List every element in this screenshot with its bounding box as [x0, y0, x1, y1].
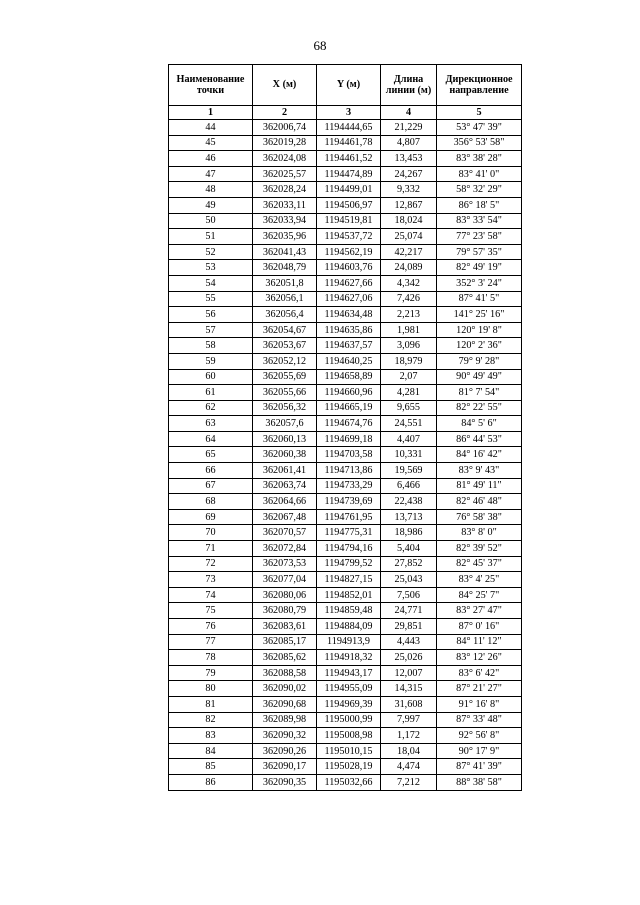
cell-direction: 86° 44' 53" [437, 431, 522, 447]
cell-line-length: 18,024 [381, 213, 437, 229]
cell-x: 362060,13 [253, 431, 317, 447]
cell-direction: 84° 25' 7" [437, 587, 522, 603]
cell-direction: 87° 21' 27" [437, 681, 522, 697]
cell-y: 1194634,48 [317, 307, 381, 323]
cell-direction: 87° 41' 39" [437, 759, 522, 775]
cell-y: 1195010,15 [317, 743, 381, 759]
cell-y: 1194884,09 [317, 619, 381, 635]
cell-y: 1194955,09 [317, 681, 381, 697]
cell-y: 1194699,18 [317, 431, 381, 447]
table-row [169, 572, 522, 588]
cell-x: 362064,66 [253, 494, 317, 510]
cell-x: 362090,26 [253, 743, 317, 759]
cell-line-length: 24,551 [381, 416, 437, 432]
cell-direction: 83° 41' 0" [437, 166, 522, 182]
cell-line-length: 10,331 [381, 447, 437, 463]
cell-direction: 87° 33' 48" [437, 712, 522, 728]
cell-y: 1195008,98 [317, 728, 381, 744]
cell-line-length: 9,655 [381, 400, 437, 416]
cell-point-name: 85 [169, 759, 253, 775]
cell-y: 1194627,66 [317, 275, 381, 291]
cell-line-length: 9,332 [381, 182, 437, 198]
cell-line-length: 21,229 [381, 120, 437, 136]
cell-x: 362090,68 [253, 696, 317, 712]
cell-direction: 79° 57' 35" [437, 244, 522, 260]
cell-y: 1194499,01 [317, 182, 381, 198]
cell-y: 1194461,52 [317, 151, 381, 167]
cell-y: 1194761,95 [317, 509, 381, 525]
cell-point-name: 54 [169, 275, 253, 291]
cell-direction: 141° 25' 16" [437, 307, 522, 323]
cell-y: 1195028,19 [317, 759, 381, 775]
cell-line-length: 31,608 [381, 696, 437, 712]
cell-point-name: 72 [169, 556, 253, 572]
cell-direction: 82° 39' 52" [437, 541, 522, 557]
cell-line-length: 24,089 [381, 260, 437, 276]
cell-point-name: 58 [169, 338, 253, 354]
page-number: 68 [313, 38, 327, 53]
cell-direction: 82° 45' 37" [437, 556, 522, 572]
cell-point-name: 50 [169, 213, 253, 229]
column-number: 1 [169, 106, 253, 120]
cell-x: 362055,69 [253, 369, 317, 385]
cell-line-length: 22,438 [381, 494, 437, 510]
cell-point-name: 55 [169, 291, 253, 307]
cell-y: 1195000,99 [317, 712, 381, 728]
cell-direction: 79° 9' 28" [437, 353, 522, 369]
cell-y: 1194665,19 [317, 400, 381, 416]
cell-direction: 76° 58' 38" [437, 509, 522, 525]
cell-point-name: 81 [169, 696, 253, 712]
cell-x: 362089,98 [253, 712, 317, 728]
cell-line-length: 24,267 [381, 166, 437, 182]
cell-x: 362028,24 [253, 182, 317, 198]
cell-point-name: 60 [169, 369, 253, 385]
cell-line-length: 12,007 [381, 665, 437, 681]
cell-point-name: 64 [169, 431, 253, 447]
cell-point-name: 78 [169, 650, 253, 666]
table-row [169, 541, 522, 557]
cell-x: 362085,17 [253, 634, 317, 650]
header-direction: Дирекционное направление [437, 65, 522, 106]
cell-direction: 82° 22' 55" [437, 400, 522, 416]
cell-x: 362085,62 [253, 650, 317, 666]
cell-x: 362006,74 [253, 120, 317, 136]
coordinates-table [168, 64, 522, 791]
cell-direction: 356° 53' 58" [437, 135, 522, 151]
cell-x: 362090,02 [253, 681, 317, 697]
cell-line-length: 2,213 [381, 307, 437, 323]
cell-y: 1194799,52 [317, 556, 381, 572]
cell-x: 362083,61 [253, 619, 317, 635]
table-row [169, 213, 522, 229]
table-row [169, 712, 522, 728]
table-row [169, 135, 522, 151]
cell-point-name: 65 [169, 447, 253, 463]
cell-y: 1194733,29 [317, 478, 381, 494]
cell-point-name: 83 [169, 728, 253, 744]
cell-y: 1194739,69 [317, 494, 381, 510]
cell-x: 362088,58 [253, 665, 317, 681]
cell-direction: 83° 8' 0" [437, 525, 522, 541]
table-row [169, 385, 522, 401]
cell-x: 362056,32 [253, 400, 317, 416]
table-row [169, 665, 522, 681]
cell-line-length: 4,342 [381, 275, 437, 291]
cell-x: 362073,53 [253, 556, 317, 572]
cell-x: 362061,41 [253, 463, 317, 479]
cell-direction: 92° 56' 8" [437, 728, 522, 744]
cell-point-name: 67 [169, 478, 253, 494]
cell-point-name: 73 [169, 572, 253, 588]
cell-y: 1194703,58 [317, 447, 381, 463]
column-number: 5 [437, 106, 522, 120]
cell-line-length: 4,443 [381, 634, 437, 650]
table-row [169, 463, 522, 479]
cell-line-length: 18,986 [381, 525, 437, 541]
cell-direction: 91° 16' 8" [437, 696, 522, 712]
cell-x: 362051,8 [253, 275, 317, 291]
cell-y: 1194794,16 [317, 541, 381, 557]
cell-line-length: 4,807 [381, 135, 437, 151]
table-row [169, 774, 522, 790]
cell-x: 362024,08 [253, 151, 317, 167]
cell-x: 362055,66 [253, 385, 317, 401]
table-row [169, 260, 522, 276]
table-row [169, 338, 522, 354]
cell-y: 1194444,65 [317, 120, 381, 136]
cell-line-length: 4,281 [381, 385, 437, 401]
cell-y: 1194603,76 [317, 260, 381, 276]
cell-point-name: 49 [169, 197, 253, 213]
cell-line-length: 25,074 [381, 229, 437, 245]
cell-y: 1194461,78 [317, 135, 381, 151]
cell-line-length: 29,851 [381, 619, 437, 635]
table-row [169, 244, 522, 260]
cell-y: 1194969,39 [317, 696, 381, 712]
cell-y: 1194827,15 [317, 572, 381, 588]
cell-y: 1194918,32 [317, 650, 381, 666]
cell-y: 1194635,86 [317, 322, 381, 338]
table-row [169, 182, 522, 198]
cell-line-length: 13,453 [381, 151, 437, 167]
cell-point-name: 48 [169, 182, 253, 198]
cell-direction: 87° 41' 5" [437, 291, 522, 307]
cell-line-length: 5,404 [381, 541, 437, 557]
cell-x: 362054,67 [253, 322, 317, 338]
cell-point-name: 66 [169, 463, 253, 479]
cell-point-name: 80 [169, 681, 253, 697]
cell-x: 362048,79 [253, 260, 317, 276]
cell-y: 1194660,96 [317, 385, 381, 401]
cell-y: 1194506,97 [317, 197, 381, 213]
cell-x: 362063,74 [253, 478, 317, 494]
header-y: Y (м) [317, 65, 381, 106]
table-row [169, 759, 522, 775]
cell-point-name: 68 [169, 494, 253, 510]
cell-y: 1194859,48 [317, 603, 381, 619]
cell-y: 1194658,89 [317, 369, 381, 385]
cell-point-name: 70 [169, 525, 253, 541]
table-row [169, 369, 522, 385]
cell-x: 362067,48 [253, 509, 317, 525]
table-row [169, 322, 522, 338]
table-row [169, 509, 522, 525]
cell-x: 362090,35 [253, 774, 317, 790]
cell-line-length: 24,771 [381, 603, 437, 619]
cell-line-length: 25,043 [381, 572, 437, 588]
cell-direction: 87° 0' 16" [437, 619, 522, 635]
cell-y: 1194913,9 [317, 634, 381, 650]
cell-point-name: 74 [169, 587, 253, 603]
cell-line-length: 4,474 [381, 759, 437, 775]
cell-x: 362072,84 [253, 541, 317, 557]
cell-line-length: 2,07 [381, 369, 437, 385]
cell-x: 362025,57 [253, 166, 317, 182]
cell-line-length: 7,997 [381, 712, 437, 728]
cell-direction: 83° 9' 43" [437, 463, 522, 479]
cell-point-name: 86 [169, 774, 253, 790]
table-row [169, 166, 522, 182]
cell-y: 1194562,19 [317, 244, 381, 260]
cell-y: 1194775,31 [317, 525, 381, 541]
column-number: 4 [381, 106, 437, 120]
table-row [169, 743, 522, 759]
cell-y: 1194640,25 [317, 353, 381, 369]
cell-direction: 83° 6' 42" [437, 665, 522, 681]
cell-direction: 84° 11' 12" [437, 634, 522, 650]
cell-point-name: 57 [169, 322, 253, 338]
cell-point-name: 69 [169, 509, 253, 525]
cell-x: 362077,04 [253, 572, 317, 588]
cell-point-name: 76 [169, 619, 253, 635]
cell-line-length: 7,506 [381, 587, 437, 603]
cell-point-name: 61 [169, 385, 253, 401]
cell-point-name: 82 [169, 712, 253, 728]
cell-line-length: 4,407 [381, 431, 437, 447]
cell-point-name: 47 [169, 166, 253, 182]
table-row [169, 447, 522, 463]
table-row [169, 229, 522, 245]
cell-line-length: 27,852 [381, 556, 437, 572]
table-row [169, 728, 522, 744]
cell-point-name: 52 [169, 244, 253, 260]
column-number-row [169, 106, 522, 120]
cell-line-length: 18,04 [381, 743, 437, 759]
cell-point-name: 46 [169, 151, 253, 167]
cell-x: 362019,28 [253, 135, 317, 151]
cell-direction: 120° 2' 36" [437, 338, 522, 354]
cell-direction: 90° 49' 49" [437, 369, 522, 385]
cell-x: 362053,67 [253, 338, 317, 354]
cell-line-length: 1,172 [381, 728, 437, 744]
cell-point-name: 63 [169, 416, 253, 432]
cell-y: 1194943,17 [317, 665, 381, 681]
cell-point-name: 45 [169, 135, 253, 151]
cell-x: 362033,94 [253, 213, 317, 229]
cell-x: 362057,6 [253, 416, 317, 432]
cell-direction: 84° 5' 6" [437, 416, 522, 432]
cell-x: 362056,1 [253, 291, 317, 307]
table-row [169, 650, 522, 666]
table-row [169, 307, 522, 323]
table-row [169, 275, 522, 291]
cell-line-length: 1,981 [381, 322, 437, 338]
cell-x: 362080,79 [253, 603, 317, 619]
cell-y: 1194519,81 [317, 213, 381, 229]
cell-point-name: 51 [169, 229, 253, 245]
cell-direction: 81° 7' 54" [437, 385, 522, 401]
cell-direction: 77° 23' 58" [437, 229, 522, 245]
cell-direction: 88° 38' 58" [437, 774, 522, 790]
table-body [169, 120, 522, 791]
cell-direction: 58° 32' 29" [437, 182, 522, 198]
cell-point-name: 62 [169, 400, 253, 416]
cell-line-length: 7,426 [381, 291, 437, 307]
table-row [169, 494, 522, 510]
cell-point-name: 44 [169, 120, 253, 136]
cell-point-name: 79 [169, 665, 253, 681]
table-row [169, 478, 522, 494]
column-number: 2 [253, 106, 317, 120]
cell-direction: 82° 46' 48" [437, 494, 522, 510]
cell-y: 1194674,76 [317, 416, 381, 432]
cell-x: 362070,57 [253, 525, 317, 541]
cell-y: 1195032,66 [317, 774, 381, 790]
table-row [169, 634, 522, 650]
cell-direction: 53° 47' 39" [437, 120, 522, 136]
cell-x: 362041,43 [253, 244, 317, 260]
cell-x: 362035,96 [253, 229, 317, 245]
table-row [169, 197, 522, 213]
cell-direction: 352° 3' 24" [437, 275, 522, 291]
cell-direction: 84° 16' 42" [437, 447, 522, 463]
header-x: X (м) [253, 65, 317, 106]
cell-direction: 83° 4' 25" [437, 572, 522, 588]
cell-line-length: 6,466 [381, 478, 437, 494]
cell-y: 1194627,06 [317, 291, 381, 307]
table-header-row [169, 65, 522, 106]
table-row [169, 603, 522, 619]
table-row [169, 525, 522, 541]
cell-x: 362090,17 [253, 759, 317, 775]
header-line-length: Длина линии (м) [381, 65, 437, 106]
column-number: 3 [317, 106, 381, 120]
cell-x: 362056,4 [253, 307, 317, 323]
cell-point-name: 59 [169, 353, 253, 369]
cell-x: 362080,06 [253, 587, 317, 603]
table-row [169, 431, 522, 447]
cell-x: 362060,38 [253, 447, 317, 463]
cell-direction: 83° 33' 54" [437, 213, 522, 229]
cell-y: 1194713,86 [317, 463, 381, 479]
table-row [169, 291, 522, 307]
cell-point-name: 53 [169, 260, 253, 276]
cell-line-length: 13,713 [381, 509, 437, 525]
cell-line-length: 3,096 [381, 338, 437, 354]
cell-y: 1194852,01 [317, 587, 381, 603]
cell-x: 362033,11 [253, 197, 317, 213]
cell-y: 1194537,72 [317, 229, 381, 245]
cell-line-length: 12,867 [381, 197, 437, 213]
table-row [169, 556, 522, 572]
table-row [169, 353, 522, 369]
cell-direction: 120° 19' 8" [437, 322, 522, 338]
cell-line-length: 25,026 [381, 650, 437, 666]
cell-direction: 90° 17' 9" [437, 743, 522, 759]
table-row [169, 681, 522, 697]
table-row [169, 400, 522, 416]
cell-direction: 83° 38' 28" [437, 151, 522, 167]
cell-point-name: 84 [169, 743, 253, 759]
table-row [169, 619, 522, 635]
cell-direction: 82° 49' 19" [437, 260, 522, 276]
cell-point-name: 77 [169, 634, 253, 650]
cell-direction: 81° 49' 11" [437, 478, 522, 494]
cell-line-length: 42,217 [381, 244, 437, 260]
cell-line-length: 18,979 [381, 353, 437, 369]
cell-direction: 86° 18' 5" [437, 197, 522, 213]
cell-x: 362052,12 [253, 353, 317, 369]
table-row [169, 120, 522, 136]
cell-line-length: 7,212 [381, 774, 437, 790]
header-point-name: Наименование точки [169, 65, 253, 106]
cell-line-length: 19,569 [381, 463, 437, 479]
cell-point-name: 56 [169, 307, 253, 323]
cell-line-length: 14,315 [381, 681, 437, 697]
cell-point-name: 75 [169, 603, 253, 619]
cell-y: 1194637,57 [317, 338, 381, 354]
cell-x: 362090,32 [253, 728, 317, 744]
table-row [169, 151, 522, 167]
table-row [169, 696, 522, 712]
table-row [169, 587, 522, 603]
cell-direction: 83° 27' 47" [437, 603, 522, 619]
cell-direction: 83° 12' 26" [437, 650, 522, 666]
cell-y: 1194474,89 [317, 166, 381, 182]
cell-point-name: 71 [169, 541, 253, 557]
table-row [169, 416, 522, 432]
